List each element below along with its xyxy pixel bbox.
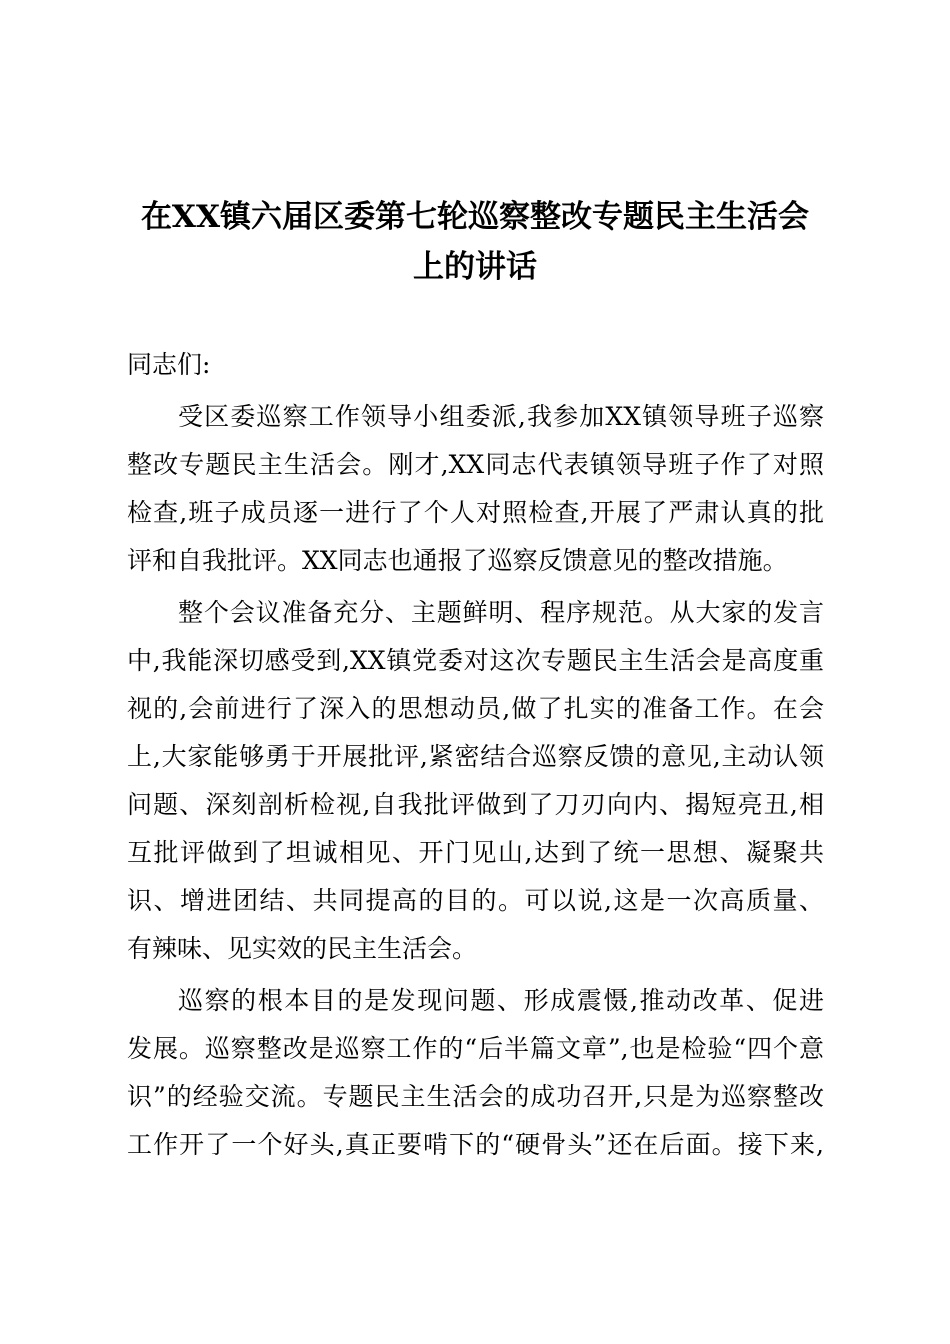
text-line: 评和自我批评。XX同志也通报了巡察反馈意见的整改措施。 — [127, 546, 788, 575]
text-line: 巡察的根本目的是发现问题、形成震慑,推动改革、促进 — [178, 986, 824, 1015]
title-line-2: 上的讲话 — [413, 249, 537, 285]
paragraph-1 — [127, 393, 824, 585]
paragraph-3 — [127, 977, 824, 1169]
document-body — [127, 341, 824, 1169]
text-line: 整个会议准备充分、主题鲜明、程序规范。从大家的发言 — [178, 598, 824, 627]
greeting: 同志们: — [127, 350, 211, 379]
text-line: 识”的经验交流。专题民主生活会的成功召开,只是为巡察整改 — [127, 1082, 824, 1111]
text-line: 工作开了一个好头,真正要啃下的“硬骨头”还在后面。接下来, — [127, 1130, 824, 1159]
text-line: 检查,班子成员逐一进行了个人对照检查,开展了严肃认真的批 — [127, 498, 824, 527]
text-line: 互批评做到了坦诚相见、开门见山,达到了统一思想、凝聚共 — [127, 838, 824, 867]
text-line: 整改专题民主生活会。刚才,XX同志代表镇领导班子作了对照 — [127, 450, 824, 479]
text-line: 视的,会前进行了深入的思想动员,做了扎实的准备工作。在会 — [127, 694, 824, 723]
title-line-1: 在XX镇六届区委第七轮巡察整改专题民主生活会 — [140, 199, 810, 235]
text-line: 有辣味、见实效的民主生活会。 — [127, 934, 478, 963]
text-line: 发展。巡察整改是巡察工作的“后半篇文章”,也是检验“四个意 — [127, 1034, 824, 1063]
document-title — [100, 192, 850, 292]
text-line: 上,大家能够勇于开展批评,紧密结合巡察反馈的意见,主动认领 — [127, 742, 824, 771]
text-line: 受区委巡察工作领导小组委派,我参加XX镇领导班子巡察 — [178, 402, 824, 431]
text-line: 中,我能深切感受到,XX镇党委对这次专题民主生活会是高度重 — [127, 646, 824, 675]
text-line: 识、增进团结、共同提高的目的。可以说,这是一次高质量、 — [127, 886, 824, 915]
paragraph-2 — [127, 589, 824, 973]
text-line: 问题、深刻剖析检视,自我批评做到了刀刃向内、揭短亮丑,相 — [127, 790, 824, 819]
